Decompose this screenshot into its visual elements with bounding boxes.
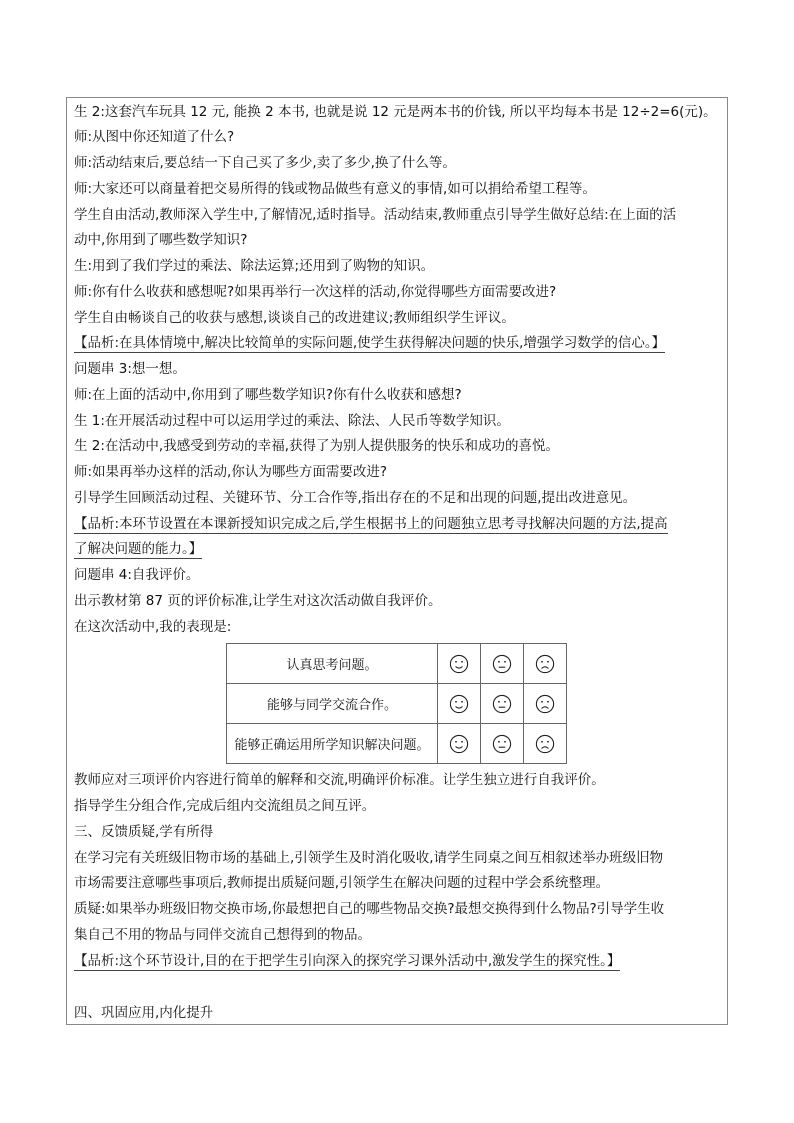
line-text: 生 2:在活动中,我感受到劳动的幸福,获得了为别人提供服务的快乐和成功的喜悦。 <box>74 438 560 454</box>
text-line <box>74 566 199 584</box>
text-line <box>74 206 676 224</box>
line-text: 师:活动结束后,要总结一下自己买了多少,卖了多少,换了什么等。 <box>74 155 456 171</box>
smile-icon <box>438 654 480 674</box>
face-cell <box>481 724 524 764</box>
face-cell <box>524 724 567 764</box>
line-text: 学生自由活动,教师深入学生中,了解情况,适时指导。活动结束,教师重点引导学生做好总结:在上面的活 <box>74 207 677 223</box>
line-text: 四、巩固应用,内化提升 <box>74 1005 214 1021</box>
frown-icon <box>524 654 566 674</box>
frown-icon <box>524 734 566 754</box>
line-text: 在学习完有关班级旧物市场的基础上,引领学生及时消化吸收,请学生同桌之间互相叙述举办班级旧物 <box>74 850 664 866</box>
line-text: 了解决问题的能力。】 <box>74 541 203 557</box>
line-text: 出示教材第 87 页的评价标准,让学生对这次活动做自我评价。 <box>74 593 442 609</box>
text-line <box>74 1004 213 1022</box>
commentary-line <box>74 540 202 558</box>
face-cell <box>524 644 567 684</box>
text-line <box>74 412 510 430</box>
text-line <box>74 823 213 841</box>
text-line <box>74 618 231 636</box>
line-text: 师:大家还可以商量着把交易所得的钱或物品做些有意义的事情,如可以捐给希望工程等。 <box>74 181 596 197</box>
smile-icon <box>438 694 480 714</box>
line-text: 集自己不用的物品与同伴交流自己想得到的物品。 <box>74 927 371 943</box>
face-cell <box>481 684 524 724</box>
face-cell <box>481 644 524 684</box>
evaluation-row <box>227 644 567 684</box>
frown-icon <box>524 694 566 714</box>
line-text: 学生自由畅谈自己的收获与感想,谈谈自己的改进建议;教师组织学生评议。 <box>74 310 515 326</box>
line-text: 在这次活动中,我的表现是: <box>74 619 232 635</box>
text-line <box>74 849 663 867</box>
text-line <box>74 463 387 481</box>
evaluation-row <box>227 684 567 724</box>
text-line <box>74 874 609 892</box>
face-cell <box>438 724 481 764</box>
line-text: 教师应对三项评价内容进行简单的解释和交流,明确评价标准。让学生独立进行自我评价。 <box>74 772 605 788</box>
line-text: 师:从图中你还知道了什么? <box>74 129 235 145</box>
evaluation-criterion: 能够与同学交流合作。 <box>227 684 438 724</box>
line-text: 【品析:本环节设置在本课新授知识完成之后,学生根据书上的问题独立思考寻找解决问题的方法,提高 <box>74 516 668 532</box>
line-text: 生 1:在开展活动过程中可以运用学过的乘法、除法、人民币等数学知识。 <box>74 413 510 429</box>
evaluation-criterion: 认真思考问题。 <box>227 644 438 684</box>
evaluation-table <box>226 643 567 764</box>
line-text: 市场需要注意哪些事项后,教师提出质疑问题,引领学生在解决问题的过程中学会系统整理。 <box>74 875 610 891</box>
line-text: 【品析:在具体情境中,解决比较简单的实际问题,使学生获得解决问题的快乐,增强学习数学的信心。】 <box>74 335 666 351</box>
neutral-icon <box>481 694 523 714</box>
line-text: 师:如果再举办这样的活动,你认为哪些方面需要改进? <box>74 464 388 480</box>
text-line <box>74 386 462 404</box>
commentary-line <box>74 334 665 352</box>
text-line <box>74 900 664 918</box>
commentary-line <box>74 515 668 533</box>
line-text: 引导学生回顾活动过程、关键环节、分工合作等,指出存在的不足和出现的问题,提出改进意见。 <box>74 490 637 506</box>
line-text: 指导学生分组合作,完成后组内交流组员之间互评。 <box>74 798 376 814</box>
text-line <box>74 283 556 301</box>
commentary-line <box>74 952 620 970</box>
text-line <box>74 592 442 610</box>
line-text: 动中,你用到了哪些数学知识? <box>74 232 248 248</box>
text-line <box>74 257 434 275</box>
neutral-icon <box>481 734 523 754</box>
line-text: 【品析:这个环节设计,目的在于把学生引向深入的探究学习课外活动中,激发学生的探究性。】 <box>74 953 621 969</box>
line-text: 生:用到了我们学过的乘法、除法运算;还用到了购物的知识。 <box>74 258 435 274</box>
text-line <box>74 231 247 249</box>
text-line <box>74 437 559 455</box>
evaluation-criterion: 能够正确运用所学知识解决问题。 <box>227 724 438 764</box>
text-line <box>74 797 375 815</box>
text-line <box>74 926 371 944</box>
evaluation-row <box>227 724 567 764</box>
text-line <box>74 489 636 507</box>
text-line <box>74 309 515 327</box>
face-cell <box>438 644 481 684</box>
line-text: 生 2:这套汽车玩具 12 元, 能换 2 本书, 也就是说 12 元是两本书的价钱, 所以平均每本书是 12÷2=6(元)。 <box>74 104 717 120</box>
line-text: 问题串 3:想一想。 <box>74 361 186 377</box>
text-line <box>74 180 596 198</box>
line-text: 师:你有什么收获和感想呢?如果再举行一次这样的活动,你觉得哪些方面需要改进? <box>74 284 557 300</box>
text-line <box>74 128 234 146</box>
face-cell <box>438 684 481 724</box>
smile-icon <box>438 734 480 754</box>
line-text: 三、反馈质疑,学有所得 <box>74 824 214 840</box>
text-line <box>74 771 605 789</box>
text-line <box>74 154 456 172</box>
line-text: 师:在上面的活动中,你用到了哪些数学知识?你有什么收获和感想? <box>74 387 462 403</box>
text-line <box>74 103 717 121</box>
text-line <box>74 360 186 378</box>
neutral-icon <box>481 654 523 674</box>
line-text: 问题串 4:自我评价。 <box>74 567 200 583</box>
face-cell <box>524 684 567 724</box>
line-text: 质疑:如果举办班级旧物交换市场,你最想把自己的哪些物品交换?最想交换得到什么物品?引导学生收 <box>74 901 665 917</box>
